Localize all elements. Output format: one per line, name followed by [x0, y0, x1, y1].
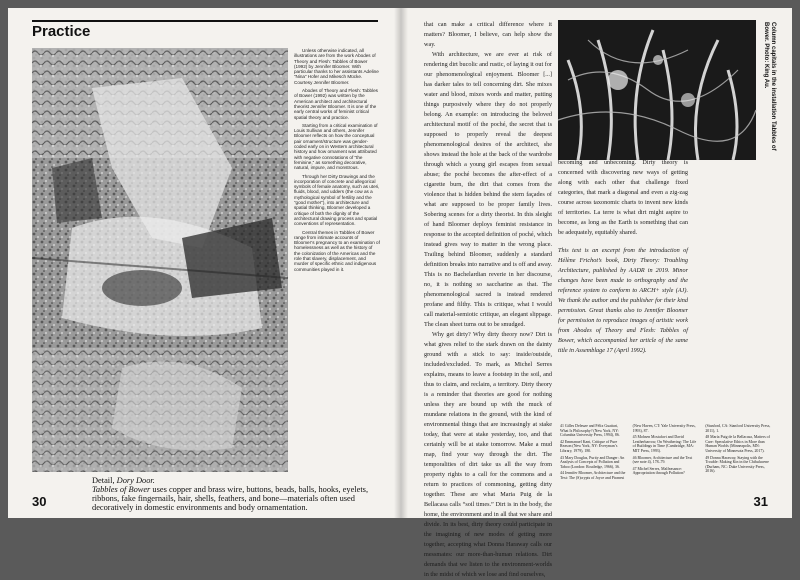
right-page	[400, 8, 792, 578]
body-column-a	[424, 20, 552, 580]
body-paragraph: that can make a critical difference where it matters? Bloomer, I believe, can help show the way.	[424, 21, 552, 48]
caption-title-plain: Detail,	[92, 476, 117, 485]
endnote: 41 Gilles Deleuze and Félix Guattari, What Is Philosophy? (New York, NY: Columbia University Press, 1994), 86.	[560, 424, 620, 438]
endnote: 45 Mohsen Mostafavi and David Leatherbarrow, On Weathering: The Life of Buildings in Time (Cambridge, MA: MIT Press, 1993).	[632, 435, 697, 453]
side-paragraph: Unless otherwise indicated, all illustrations are from the work Abodes of Theory and Flesh: Tabbles of Bower (1992) by Jennifer Bloomer. With particular thanks to her assistants Adeline “Nina” Hofer and Mikesch Mücke. Courtesy Jennifer Bloomer.	[294, 48, 379, 85]
side-paragraph: Central themes in Tabbles of Bower range from intimate accounts of Bloomer’s pregnancy to an examination of homelessness as well as the history of the colonization of the Americas and the role that slavery, displacement, and murder of specific ethnic and indigenous communities played in it.	[294, 229, 380, 272]
body-paragraph: becoming and unbecoming. Dirty theory is concerned with discovering new ways of getting along with each other that challenge fixed categories, that mark a diagonal and even a zig-zag course across taxonomic charts to invent new kinds of territories. La terre is what dirt might aspire to become, as long as the Earth is something that can be adequately, equitably shared.	[558, 159, 688, 236]
endnote: 46 Bloomer, Architecture and the Text (see note 4), 178–79.	[632, 455, 693, 465]
photo-caption-right	[740, 22, 780, 152]
endnote: 44 Jennifer Bloomer, Architecture and the Text: The (S)crypts of Joyce and Piranesi (New Haven, CT: Yale University Press, 1993), 87.	[560, 424, 696, 480]
section-rule	[32, 20, 378, 22]
page-number-right: 31	[753, 494, 768, 509]
body-paragraph: With architecture, we are ever at risk of rendering dirt bucolic and rustic, of laying it out for our phenomenological enjoyment. Bloomer [...] has darker tales to tell concerning dirt. She mixes water and blood, mixes words and matter, putting things purposively where they do not properly belong. An example: on introducing the beloved architectural motif of the poché, the secret that is supposed to properly reveal the deepest phenomenological desires of the architect, she shows instead the hole at the back of the wardrobe through which a young girl escapes from sexual abuse; the poché becomes the after-effect of a cigarette burn, the dirt that comes from the violence that is hidden behind the stern façades of what are supposed to be proper family lives. Sobering scenes for a dirty theorist. In this sleight of hand Bloomer deploys feminist resistance in response to the accepted definition of poché, which instead gives way to matter in the wrong place. Trailing behind Bloomer, suddenly a standard definition breaks into narrative and is off and away. This is no Bachelardian reverie in her discourse, no, it is nothing so saccharine as that. The phenomenological sacred is instead rendered profane and filthy. This is critique, what I would call material-semiotic critique, an elegant slippage. The clean sheet turns out to be smudged.	[424, 51, 552, 328]
body-column-b	[558, 158, 688, 356]
caption-italic-lead: Tabbles of Bower	[92, 485, 151, 494]
caption-title-italic: Dory Door.	[116, 476, 155, 485]
magazine-spread	[8, 8, 792, 578]
binding-gutter	[394, 8, 408, 518]
endnote: 49 Donna Haraway, Staying with the Trouble: Making Kin in the Chthulucene (Durham, NC: Duke University Press, 2016).	[705, 455, 769, 474]
installation-photo-column-capitals	[558, 20, 756, 160]
side-paragraph: Through her Dirty Drawings and the incorporation of concrete and allegorical symbols of female anatomy, such as uteri, fluids, blood, and udders (the cow as a mythological symbol of fertility and the “good mother”), into architecture and spatial thinking, Bloomer developed a critique of both the dignity of the architectural drawing process and spatial conventions of representation.	[294, 173, 380, 227]
photo-caption-left	[92, 476, 382, 512]
photo-credit: Column capitals in the installation Tabbles of Bower. Photo: King Au.	[763, 22, 776, 151]
endnotes	[560, 424, 772, 481]
endnote: 47 Michel Serres, Malfeasance: Appropriation through Pollution? (Stanford, CA: Stanford University Press, 2011), 1.	[632, 424, 771, 476]
endnote: 43 Mary Douglas, Purity and Danger: An Analysis of Concepts of Pollution and Taboo (London: Routledge, 1966), 36.	[560, 455, 625, 469]
side-paragraph: Starting from a critical examination of Louis Sullivan and others, Jennifer Bloomer reflects on how the conceptual pair ornament/structure was gender-coded early on in Western architectural history and how ornament was attributed with negative connotations of “the feminine,” as something decorative, natural, impure, and monstrous.	[294, 122, 378, 171]
left-page	[8, 8, 400, 518]
section-title: Practice	[32, 23, 91, 40]
endnote: 48 María Puig de la Bellacasa, Matters of Care: Speculative Ethics in More than Human Worlds (Minneapolis, MN: University of Minnesota Press, 2017).	[705, 435, 770, 453]
side-column-notes	[294, 48, 380, 275]
body-paragraph: Why get dirty? Why dirty theory now? Dirt is what gives relief to the stark drawn on the dainty ground with a stick to say: inside/outside, included/excluded. To mark, as Michel Serres explains, means to leave a footstep in the soil, and thus to claim, and reclaim, a territory. Dirty theory is a reminder that theories are good for nothing unless they are bound up with the muck of mundane relations in the ground, with the kind of environmental things that are increasingly at stake today, that were at stake yesterday, too, and that certainly will be at stake tomorrow. Make a mud map, find your way through the dirt. The temporalities of dirt take us all the way from property rights to a call for the commons and a return to practices of commoning, getting dirty together. These are what Maria Puig de la Bellacasa calls “soil times.” Dirt is in the body, the home, the environment and in all that we share and divide. In its best, dirty theory could participate in the imagining of new modes of getting more together, accepting what Donna Haraway calls our messmates: our more-than-human relations. Dirt demands that we listen to the environment-worlds in the midst of which we lose and find ourselves,	[424, 331, 552, 578]
endnote: 42 Emmanuel Kant, Critique of Pure Reason (New York, NY: Everyman’s Library, 1979), 180.	[560, 439, 618, 453]
caption-text: uses copper and brass wire, buttons, beads, balls, hooks, eyelets, ribbons, fake fingernails, hair, shells, feathers, and bone—materials often used decoratively in domestic environments and body ornamentation.	[92, 485, 369, 512]
caption-title	[92, 476, 382, 485]
section-header	[32, 20, 378, 42]
editorial-excerpt-note: This text is an excerpt from the introduction of Hélène Frichot’s book, Dirty Theory: Troubling Architecture, published by AADR in 2019. Minor changes have been made to orthography and the reference system to conform to ARCH+ style (AJ). We thank the author and the publisher for their kind permission. Great thanks also to Jennifer Bloomer for permission to reproduce images of artistic work from Abodes of Theory and Flesh: Tabbles of Bower, which accompanied her article of the same title in Assemblage 17 (April 1992).	[558, 247, 688, 354]
side-paragraph: Abodes of Theory and Flesh: Tabbles of Bower (1992) was written by the American architect and architectural theorist Jennifer Bloomer. It is one of the early central works of feminist critical spatial theory and practice.	[294, 88, 378, 120]
page-number-left: 30	[32, 494, 47, 509]
artwork-photo-dory-door	[32, 48, 288, 472]
